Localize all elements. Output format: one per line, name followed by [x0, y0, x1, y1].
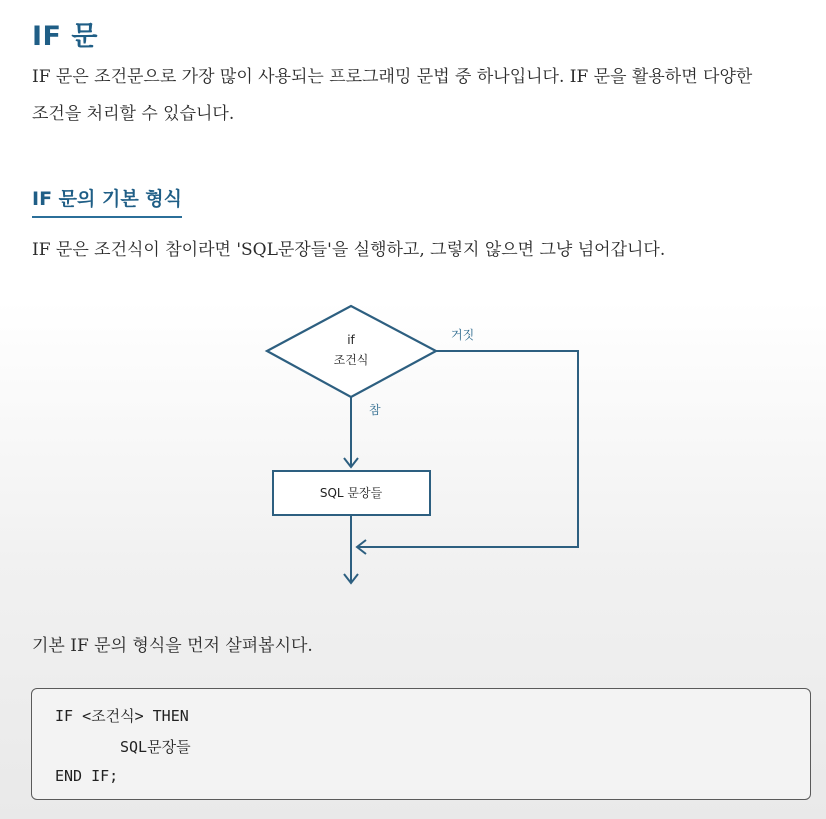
- code-block: [31, 688, 811, 800]
- false-label: 거짓: [451, 328, 475, 342]
- true-label: 참: [369, 403, 381, 417]
- code-line-3: END IF;: [55, 767, 119, 785]
- code-line-2: SQL문장들: [120, 738, 191, 756]
- intro-line-1: IF 문은 조건문으로 가장 많이 사용되는 프로그래밍 문법 중 하나입니다. IF 문을 활용하면 다양한: [32, 67, 753, 87]
- process-label: SQL 문장들: [319, 486, 383, 500]
- false-path-line: [358, 351, 578, 547]
- lead-in-text: 기본 IF 문의 형식을 먼저 살펴봅시다.: [32, 636, 313, 656]
- decision-condition-label: 조건식: [333, 353, 369, 367]
- intro-line-2: 조건을 처리할 수 있습니다.: [32, 104, 235, 124]
- section-heading: IF 문의 기본 형식: [32, 184, 182, 218]
- description-text: IF 문은 조건식이 참이라면 'SQL문장들'을 실행하고, 그렇지 않으면 그냥 넘어갑니다.: [32, 240, 666, 260]
- decision-if-label: if: [347, 333, 355, 347]
- page-title: IF 문: [32, 21, 98, 52]
- decision-diamond: [267, 306, 436, 397]
- code-line-1: IF <조건식> THEN: [55, 707, 189, 725]
